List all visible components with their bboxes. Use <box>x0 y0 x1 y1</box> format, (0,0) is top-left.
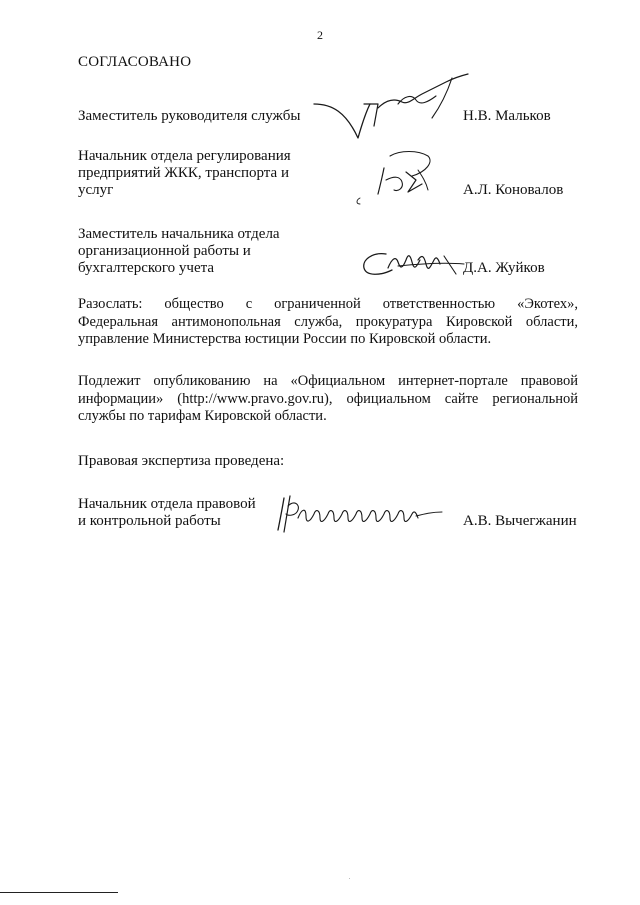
publication-line-3: службы по тарифам Кировской области. <box>78 408 327 424</box>
approver-3-title-line-3: бухгалтерского учета <box>78 260 215 276</box>
reviewer-title <box>78 496 256 530</box>
approver-1-title-line-1: Заместитель руководителя службы <box>78 108 301 124</box>
reviewer-name: А.В. Вычегжанин <box>463 513 577 529</box>
approver-2-title-line-3: услуг <box>78 182 114 198</box>
publication-line-2: информации» (http://www.pravo.gov.ru), официальном сайте региональной <box>78 390 578 407</box>
approver-1-signature <box>312 68 472 140</box>
distribution-paragraph <box>78 296 578 349</box>
approver-2-title <box>78 148 291 199</box>
footnote-rule <box>0 892 118 893</box>
page-number: 2 <box>317 28 323 42</box>
approval-heading: СОГЛАСОВАНО <box>78 54 192 70</box>
approver-3-title <box>78 226 280 277</box>
distribution-line-2: Федеральная антимонопольная служба, прокуратура Кировской области, <box>78 313 578 330</box>
distribution-line-1: Разослать: общество с ограниченной ответственностью «Экотех», <box>78 296 578 312</box>
reviewer-title-line-2: и контрольной работы <box>78 513 221 529</box>
approver-2-title-line-2: предприятий ЖКК, транспорта и <box>78 165 289 181</box>
reviewer-signature <box>270 494 445 534</box>
reviewer-title-line-1: Начальник отдела правовой <box>78 496 256 512</box>
approver-3-name: Д.А. Жуйков <box>463 260 545 276</box>
approver-2-name: А.Л. Коновалов <box>463 182 564 198</box>
approver-3-title-line-2: организационной работы и <box>78 243 251 259</box>
approver-3-title-line-1: Заместитель начальника отдела <box>78 226 280 242</box>
scan-speck <box>349 878 350 879</box>
distribution-line-3: управление Министерства юстиции России по Кировской области. <box>78 331 492 347</box>
approver-3-signature <box>358 246 470 282</box>
publication-line-1: Подлежит опубликованию на «Официальном интернет-портале правовой <box>78 373 578 389</box>
legal-review-statement: Правовая экспертиза проведена: <box>78 453 285 469</box>
approver-1-title <box>78 108 300 125</box>
approver-2-signature <box>350 146 440 208</box>
approver-2-title-line-1: Начальник отдела регулирования <box>78 148 291 164</box>
approver-1-name: Н.В. Мальков <box>463 108 551 124</box>
publication-paragraph <box>78 373 578 426</box>
